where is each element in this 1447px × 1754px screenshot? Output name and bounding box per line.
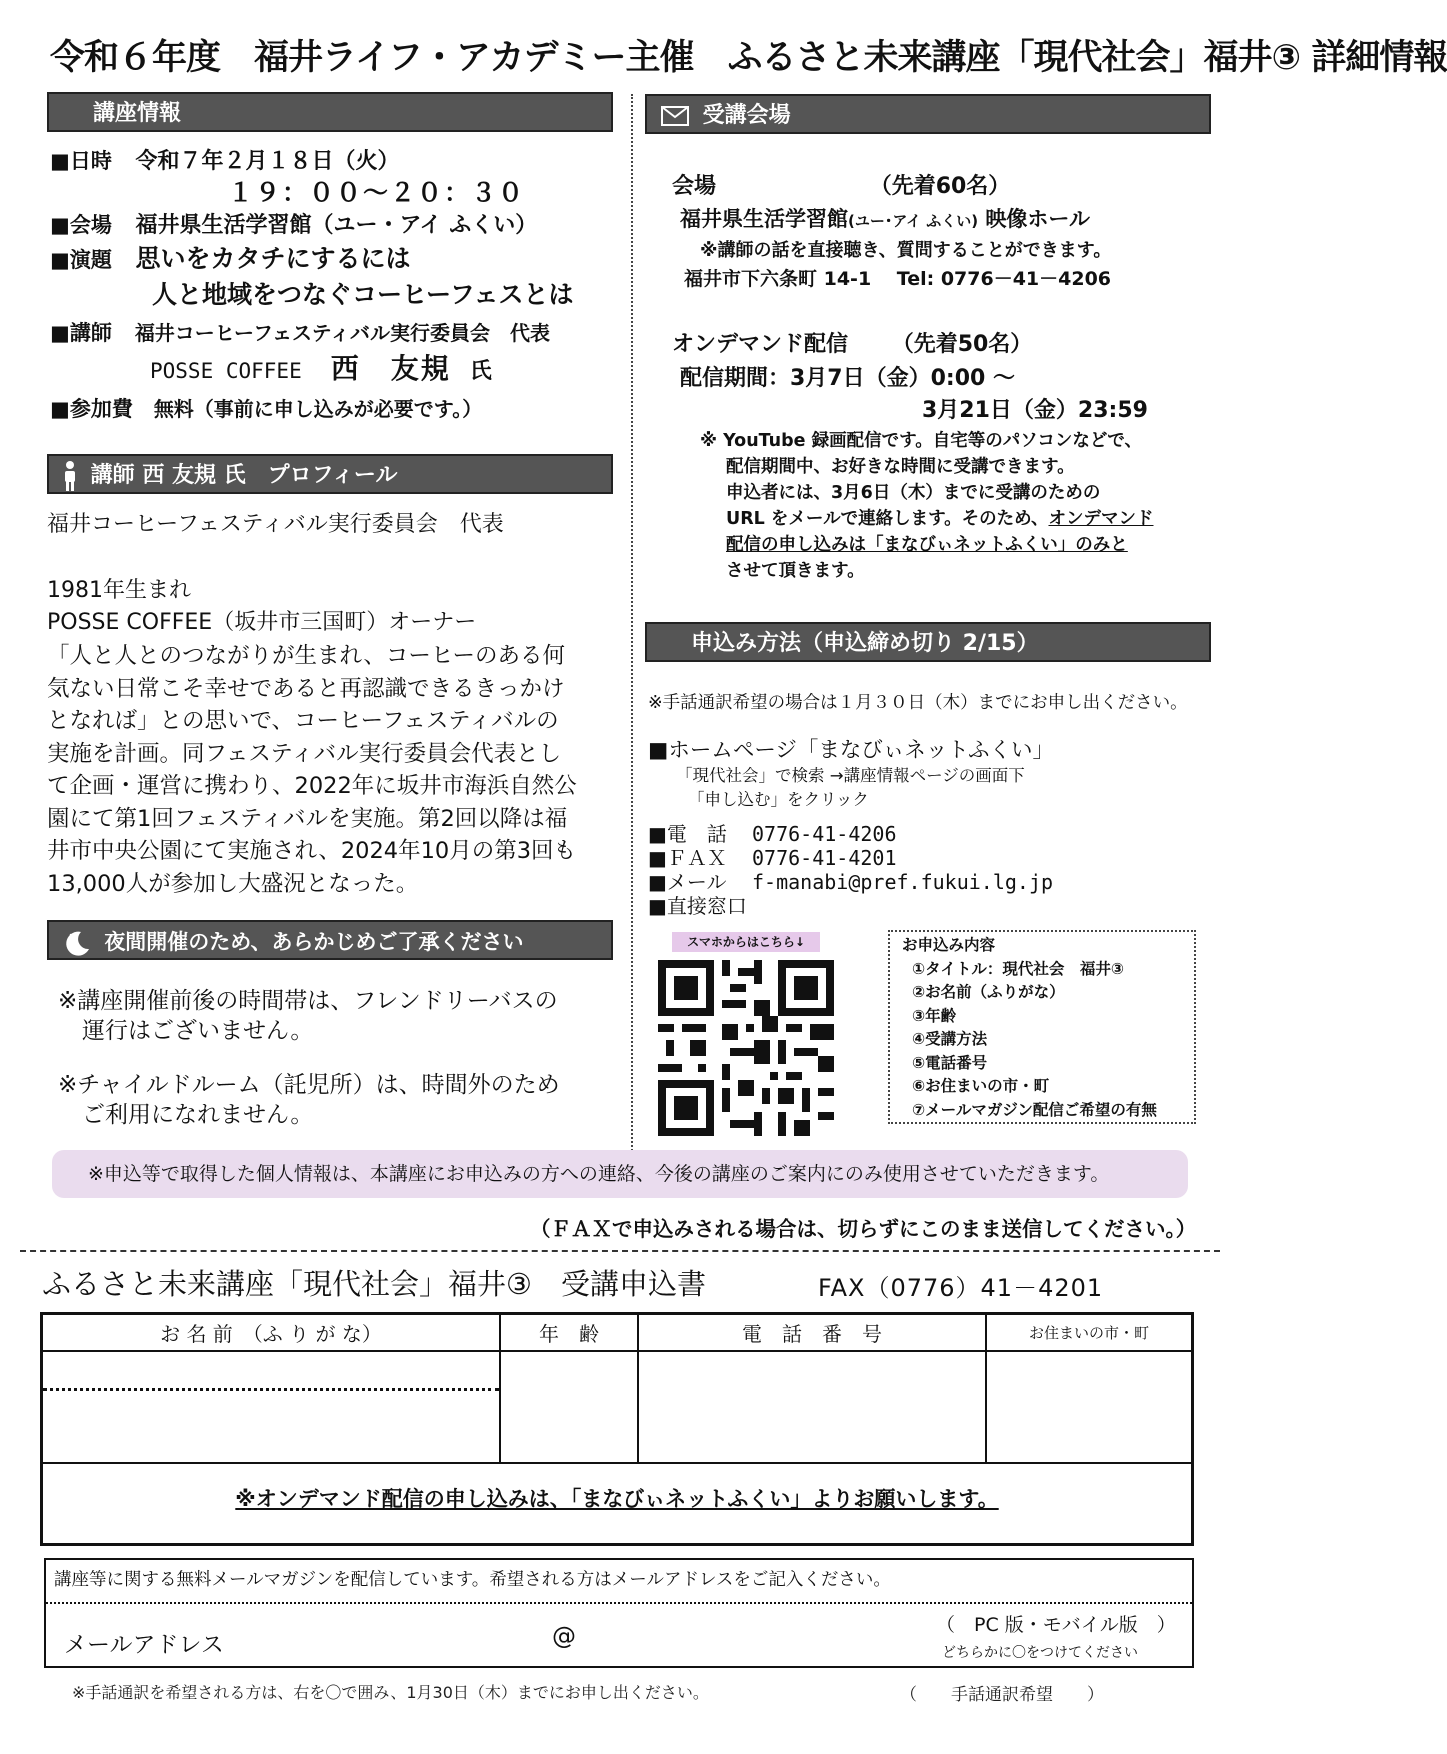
- yt-note-line: 配信の申し込みは「まなびぃネットふくい」のみと: [726, 535, 1128, 555]
- moon-icon: [63, 929, 91, 957]
- mag-text: 講座等に関する無料メールマガジンを配信しています。希望される方はメールアドレスをご記入ください。: [54, 1570, 891, 1590]
- night-note2b: ご利用になれません。: [82, 1102, 314, 1128]
- yt-note-line: 申込者には、3月6日（木）までに受講のための: [726, 483, 1101, 503]
- venue-heading-text: 受講会場: [702, 103, 791, 128]
- apply-hp-step2: 「申し込む」をクリック: [688, 790, 869, 809]
- venue-label: ■会場: [50, 213, 112, 237]
- ondemand-note-row: [43, 1483, 1191, 1513]
- fax-value: 0776-41-4201: [752, 846, 897, 870]
- fax-label: ■ＦＡＸ: [648, 846, 727, 870]
- profile-text-line: 気ない日常こそ幸せであると再認識できるきっかけ: [47, 675, 565, 702]
- contents-item: ⑥お住まいの市・町: [912, 1077, 1050, 1095]
- age-cell[interactable]: [500, 1351, 638, 1463]
- profile-body: [47, 640, 627, 900]
- inperson-row: [672, 172, 1010, 202]
- contents-item: ⑦メールマガジン配信ご希望の有無: [912, 1100, 1157, 1119]
- furigana-divider: [43, 1388, 499, 1391]
- mail-at-sign: @: [552, 1622, 576, 1650]
- night-heading-text: 夜間開催のため、あらかじめご了承ください: [104, 930, 524, 954]
- contents-item: ③年齢: [912, 1006, 957, 1025]
- apply-heading-text: 申込み方法（申込締め切り 2/15）: [691, 631, 1039, 656]
- sign-interpreter-choice[interactable]: （ 手話通訳希望 ）: [900, 1685, 1104, 1705]
- apply-hp-step1: 「現代社会」で検索 →講座情報ページの画面下: [676, 766, 1025, 785]
- form-title: ふるさと未来講座「現代社会」福井③ 受講申込書: [42, 1267, 706, 1301]
- profile-text-line: て企画・運営に携わり、2022年に坂井市海浜自然公: [47, 773, 577, 799]
- contents-item: ④受講方法: [912, 1030, 988, 1048]
- mail-row: [648, 870, 1053, 894]
- apply-sign-note: ※手話通訳希望の場合は１月３０日（木）までにお申し出ください。: [648, 693, 1188, 713]
- profile-line1: 福井コーヒーフェスティバル実行委員会 代表: [47, 512, 504, 537]
- apply-contents-box: [888, 930, 1196, 1124]
- datetime-row: [50, 146, 400, 177]
- ondemand-capacity: （先着50名）: [891, 332, 1033, 357]
- lecturer-honorific: 氏: [469, 359, 492, 384]
- mag-divider: [46, 1602, 1192, 1604]
- mail-value[interactable]: f-manabi@pref.fukui.lg.jp: [752, 870, 1054, 894]
- phone-cell[interactable]: [638, 1351, 986, 1463]
- date-value: 令和７年２月１８日（火）: [135, 149, 400, 174]
- tel-label: ■電 話: [648, 822, 727, 846]
- fee-value: 無料（事前に申し込みが必要です。）: [153, 397, 483, 421]
- apply-contacts: [648, 822, 1053, 918]
- period-line2: 3月21日（金）23:59: [922, 398, 1148, 423]
- privacy-banner: ※申込等で取得した個人情報は、本講座にお申込みの方への連絡、今後の講座のご案内にのみ使用させていただきます。: [52, 1150, 1188, 1198]
- night-heading: [47, 920, 613, 960]
- ondemand-label: オンデマンド配信: [672, 332, 849, 357]
- yt-note-line: させて頂きます。: [726, 561, 865, 581]
- version-note: どちらかに〇をつけてください: [942, 1645, 1138, 1661]
- contents-title: お申込み内容: [902, 936, 996, 954]
- column-divider: [631, 94, 633, 1154]
- apply-hp-label: ■ホームページ「まなびぃネットふくい」: [648, 738, 1055, 763]
- mail-label: ■メール: [648, 870, 727, 894]
- name-cell[interactable]: [43, 1351, 500, 1463]
- contents-item: ⑤電話番号: [912, 1053, 988, 1072]
- night-note1a: ※講座開催前後の時間帯は、フレンドリーバスの: [58, 988, 558, 1014]
- hall-kana: (ユー･アイ ふくい): [848, 212, 979, 230]
- time-value: １９：００～２０：３０: [228, 178, 526, 207]
- window-row: ■直接窓口: [648, 894, 747, 918]
- venue-heading: [645, 94, 1211, 134]
- profile-text-line: 園にて第1回フェスティバルを実施。第2回以降は福: [47, 805, 568, 832]
- profile-line2: 1981年生まれ: [47, 578, 191, 603]
- col-phone-header: 電 話 番 号: [638, 1315, 986, 1351]
- lecturer-org: 福井コーヒーフェスティバル実行委員会 代表: [134, 321, 551, 345]
- venue-address: 福井市下六条町 14-1 Tel: 0776－41－4206: [684, 268, 1112, 290]
- col-name-header: お 名 前 （ふ り が な）: [43, 1315, 500, 1351]
- profile-text-line: 「人と人とのつながりが生まれ、コーヒーのある何: [47, 643, 565, 669]
- profile-line3: POSSE COFFEE（坂井市三国町）オーナー: [47, 610, 477, 635]
- hall-note: ※講師の話を直接聴き、質問することができます。: [700, 240, 1112, 261]
- tel-row: [648, 822, 1053, 846]
- night-note1b: 運行はございません。: [82, 1018, 314, 1044]
- topic-label: ■演題: [50, 248, 112, 272]
- city-cell[interactable]: [986, 1351, 1191, 1463]
- yt-note-line: 配信期間中、お好きな時間に受講できます。: [726, 457, 1075, 477]
- profile-text-line: 井市中央公園にて実施され、2024年10月の第3回も: [47, 838, 577, 864]
- form-sign-note: ※手話通訳を希望される方は、右を〇で囲み、1月30日（木）までにお申し出ください。: [72, 1683, 709, 1702]
- datetime-label: ■日時: [50, 149, 112, 173]
- lecturer-row: [50, 318, 550, 348]
- youtube-notes: [700, 428, 1153, 584]
- topic-row: [50, 244, 411, 276]
- qr-code-icon[interactable]: [658, 960, 834, 1136]
- contents-item: ①タイトル：現代社会 福井③: [912, 959, 1124, 978]
- lecturer-label: ■講師: [50, 321, 112, 345]
- hall-room: 映像ホール: [985, 207, 1090, 231]
- mail-address-input[interactable]: [186, 1614, 846, 1664]
- night-note2a: ※チャイルドルーム（託児所）は、時間外のため: [58, 1072, 560, 1098]
- ondemand-row: [672, 330, 1032, 360]
- lecturer-name: 西 友規: [330, 352, 451, 385]
- fax-note: （ＦＡＸで申込みされる場合は、切らずにこのまま送信してください。）: [530, 1217, 1197, 1241]
- application-form: [40, 1312, 1194, 1546]
- apply-heading: [645, 622, 1211, 662]
- qr-label: スマホからはこちら↓: [672, 932, 820, 952]
- form-fax: FAX（0776）41－4201: [818, 1274, 1104, 1302]
- tel-value[interactable]: 0776-41-4206: [752, 822, 897, 846]
- fee-label: ■参加費: [50, 397, 133, 421]
- page-title: 令和６年度 福井ライフ・アカデミー主催 ふるさと未来講座「現代社会」福井③ 詳細情報: [50, 38, 1447, 78]
- version-choice[interactable]: （ PC 版・モバイル版 ）: [936, 1614, 1176, 1636]
- profile-heading-text: 講師 西 友規 氏 プロフィール: [90, 463, 398, 488]
- yt-note-line: [700, 506, 1153, 532]
- col-age-header: 年 齢: [500, 1315, 638, 1351]
- profile-text-line: 実施を計画。同フェスティバル実行委員会代表とし: [47, 740, 562, 767]
- venue-value: 福井県生活学習館（ユー・アイ ふくい）: [135, 213, 538, 238]
- profile-text-line: 13,000人が参加し大盛況となった。: [47, 870, 419, 897]
- course-info-heading: [47, 92, 613, 132]
- yt-note-4b: オンデマンド: [1048, 509, 1154, 529]
- topic-line2: 人と地域をつなぐコーヒーフェスとは: [152, 280, 574, 309]
- fee-row: [50, 394, 482, 424]
- profile-text-line: となれば」との思いで、コーヒーフェスティバルの: [47, 708, 559, 734]
- col-city-header: お住まいの市・町: [986, 1315, 1191, 1351]
- hall-row: [680, 204, 1090, 236]
- fax-row: [648, 846, 1053, 870]
- cut-line: [20, 1250, 1220, 1252]
- lecturer-name-row: [150, 354, 492, 387]
- course-info-heading-text: 講座情報: [93, 101, 182, 126]
- person-icon: [63, 461, 77, 491]
- hall-name: 福井県生活学習館: [680, 207, 848, 231]
- ondemand-form-note: ※オンデマンド配信の申し込みは、「まなびぃネットふくい」よりお願いします。: [235, 1487, 999, 1511]
- inperson-label: 会場: [672, 174, 717, 199]
- venue-row: [50, 210, 537, 241]
- period-line1: 配信期間：3月7日（金）0:00 ～: [680, 366, 1015, 391]
- lecturer-shop: POSSE COFFEE: [150, 359, 302, 383]
- topic-line1: 思いをカタチにするには: [135, 244, 411, 273]
- contents-item: ②お名前（ふりがな）: [912, 983, 1065, 1001]
- yt-note-line: ※ YouTube 録画配信です。自宅等のパソコンなどで、: [700, 431, 1143, 451]
- yt-note-4a: URL をメールで連絡します。そのため、: [726, 509, 1049, 529]
- mail-magazine-box: [44, 1558, 1194, 1668]
- envelope-icon: [661, 106, 689, 126]
- profile-heading: [47, 454, 613, 494]
- mail-address-label: メールアドレス: [64, 1632, 224, 1658]
- inperson-capacity: （先着60名）: [869, 174, 1011, 199]
